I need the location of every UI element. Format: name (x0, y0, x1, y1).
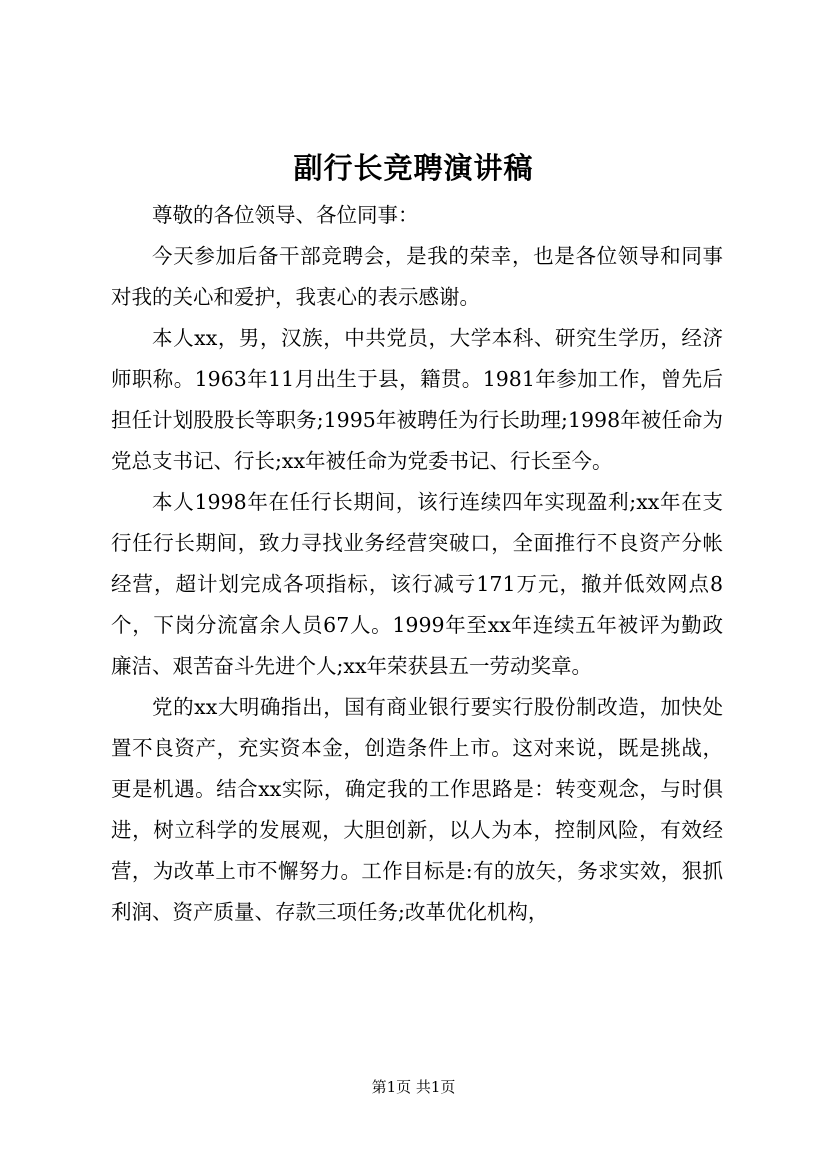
biography-paragraph: 本人xx，男，汉族，中共党员，大学本科、研究生学历，经济师职称。1963年11月出生于县，籍贯。1981年参加工作，曾先后担任计划股股长等职务;1995年被聘任为行长助理;1998年被任命为党总支书记、行长;xx年被任命为党委书记、行长至今。 (111, 326, 723, 473)
document-body (111, 195, 723, 933)
achievements-paragraph: 本人1998年在任行长期间，该行连续四年实现盈利;xx年在支行任行长期间，致力寻找业务经营突破口，全面推行不良资产分帐经营，超计划完成各项指标，该行减亏171万元，撤并低效网点8个，下岗分流富余人员67人。1999年至xx年连续五年被评为勤政廉洁、艰苦奋斗先进个人;xx年荣获县五一劳动奖章。 (111, 490, 723, 678)
salutation-paragraph: 尊敬的各位领导、各位同事： (152, 203, 419, 227)
thanks-paragraph: 今天参加后备干部竞聘会，是我的荣幸，也是各位领导和同事对我的关心和爱护，我衷心的表示感谢。 (111, 244, 723, 309)
page-number-footer: 第1页 共1页 (371, 1078, 456, 1096)
document-title: 副行长竞聘演讲稿 (293, 151, 534, 185)
work-plan-paragraph: 党的xx大明确指出，国有商业银行要实行股份制改造，加快处置不良资产，充实资本金，创造条件上市。这对来说，既是挑战，更是机遇。结合xx实际，确定我的工作思路是：转变观念，与时俱进，树立科学的发展观，大胆创新，以人为本，控制风险，有效经营，为改革上市不懈努力。工作目标是:有的放矢，务求实效，狠抓利润、资产质量、存款三项任务;改革优化机构， (111, 695, 723, 924)
